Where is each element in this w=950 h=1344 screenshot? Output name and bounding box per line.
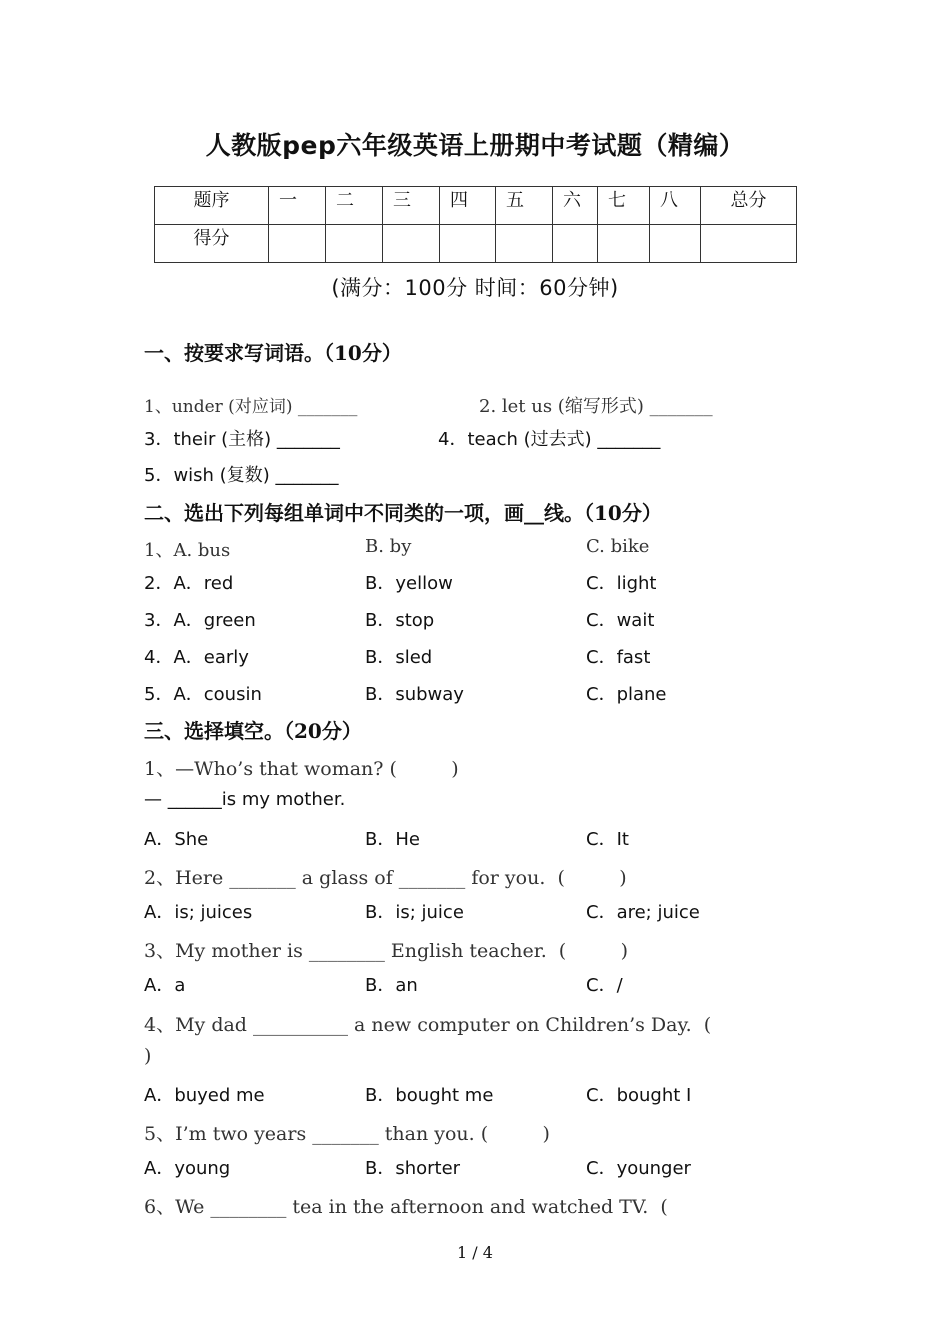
score-cell[interactable] (440, 225, 496, 263)
score-header-cell: 总分 (701, 187, 797, 225)
question-1-3: 3．their (主格) _______ (144, 429, 340, 450)
score-cell[interactable] (701, 225, 797, 263)
page-number: 1 / 4 (457, 1243, 493, 1262)
option-2-2-b: B．yellow (365, 573, 453, 594)
option-3-5-b: B．shorter (365, 1158, 461, 1179)
question-1-4: 4．teach (过去式) _______ (438, 429, 661, 450)
question-3-1: 1、—Who’s that woman? ( ) (144, 758, 459, 780)
section-3-title: 三、选择填空。（20分） (144, 719, 362, 743)
score-cell[interactable] (553, 225, 598, 263)
option-2-1-c: C. bike (586, 536, 650, 557)
score-row-label: 得分 (155, 225, 269, 263)
option-3-2-b: B．is; juice (365, 902, 464, 923)
score-cell[interactable] (598, 225, 650, 263)
option-2-5-a: 5．A．cousin (144, 684, 262, 705)
score-cell[interactable] (650, 225, 701, 263)
option-2-4-b: B．sled (365, 647, 433, 668)
score-header-cell: 一 (269, 187, 326, 225)
option-3-5-c: C．younger (586, 1158, 691, 1179)
score-header-cell: 五 (496, 187, 553, 225)
option-3-1-b: B．He (365, 829, 420, 850)
score-header-row (155, 187, 797, 225)
option-3-4-a: A．buyed me (144, 1085, 265, 1106)
option-3-3-a: A．a (144, 975, 186, 996)
option-3-1-a: A．She (144, 829, 209, 850)
option-2-5-c: C．plane (586, 684, 667, 705)
page-title: 人教版pep六年级英语上册期中考试题（精编） (205, 131, 745, 160)
option-3-3-b: B．an (365, 975, 418, 996)
option-3-2-a: A．is; juices (144, 902, 253, 923)
option-2-3-a: 3．A．green (144, 610, 256, 631)
score-row (155, 225, 797, 263)
option-3-5-a: A．young (144, 1158, 231, 1179)
option-2-3-c: C．wait (586, 610, 655, 631)
score-table (154, 186, 797, 263)
option-2-1-b: B. by (365, 536, 412, 557)
question-3-3: 3、My mother is ________ English teacher. ( ) (144, 940, 628, 962)
question-1-1: 1、under (对应词) _______ (144, 397, 358, 417)
question-3-1-line2: — ______is my mother. (144, 789, 346, 810)
score-header-cell: 题序 (155, 187, 269, 225)
score-header-cell: 六 (553, 187, 598, 225)
question-3-6: 6、We ________ tea in the afternoon and watched TV. ( (144, 1196, 668, 1218)
score-header-cell: 七 (598, 187, 650, 225)
option-3-1-c: C．It (586, 829, 629, 850)
question-3-4-line2: ) (144, 1045, 152, 1067)
option-2-4-c: C．fast (586, 647, 651, 668)
score-header-cell: 二 (326, 187, 383, 225)
question-1-2: 2. let us (缩写形式) _______ (479, 396, 713, 417)
question-1-5: 5．wish (复数) _______ (144, 465, 339, 486)
score-cell[interactable] (496, 225, 553, 263)
question-3-2: 2、Here _______ a glass of _______ for you. ( ) (144, 867, 627, 889)
score-cell[interactable] (269, 225, 326, 263)
question-3-4: 4、My dad __________ a new computer on Children’s Day. ( (144, 1014, 712, 1036)
option-3-4-c: C．bought I (586, 1085, 692, 1106)
option-2-1-a: 1、A. bus (144, 540, 231, 561)
option-2-3-b: B．stop (365, 610, 435, 631)
option-3-4-b: B．bought me (365, 1085, 494, 1106)
option-2-4-a: 4．A．early (144, 647, 249, 668)
score-header-cell: 八 (650, 187, 701, 225)
score-cell[interactable] (326, 225, 383, 263)
option-2-5-b: B．subway (365, 684, 464, 705)
score-header-cell: 三 (383, 187, 440, 225)
score-cell[interactable] (383, 225, 440, 263)
section-2-title: 二、选出下列每组单词中不同类的一项，画__线。（10分） (144, 501, 662, 525)
option-2-2-c: C．light (586, 573, 657, 594)
question-3-5: 5、I’m two years _______ than you. ( ) (144, 1123, 550, 1145)
option-3-3-c: C．/ (586, 975, 623, 996)
section-1-title: 一、按要求写词语。（10分） (144, 341, 402, 365)
option-3-2-c: C．are; juice (586, 902, 700, 923)
option-2-2-a: 2．A．red (144, 573, 234, 594)
score-header-cell: 四 (440, 187, 496, 225)
exam-info: (满分：100分 时间：60分钟) (331, 276, 619, 300)
